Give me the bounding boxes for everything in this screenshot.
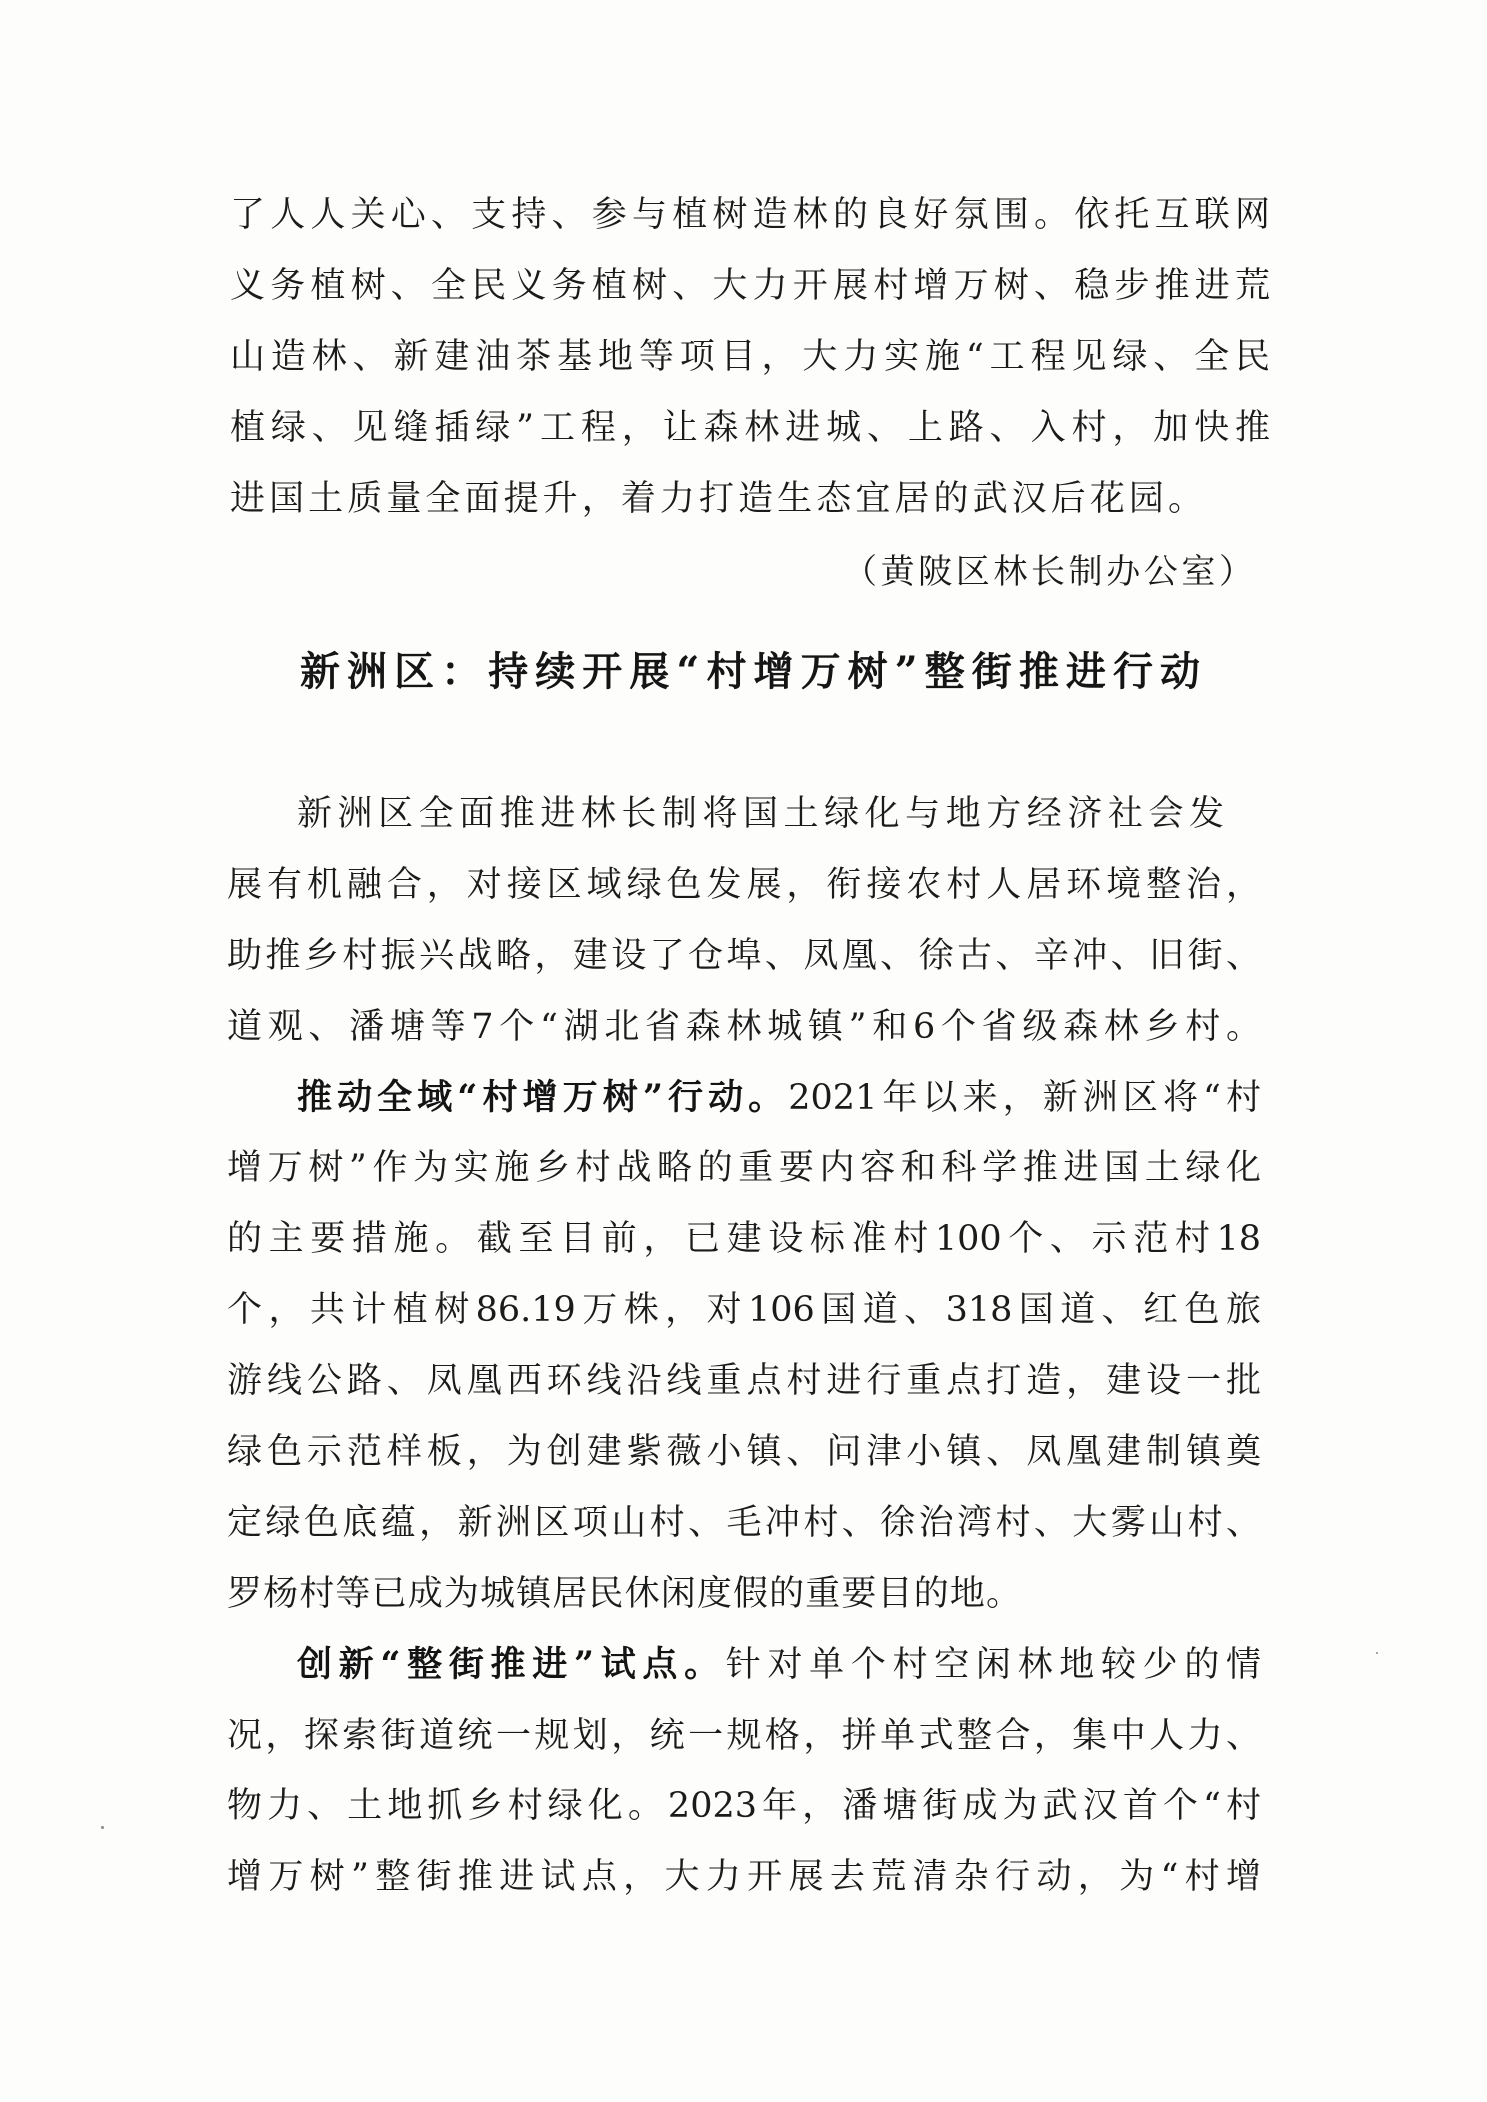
- paragraph-first-line: [297, 1630, 1261, 1701]
- text-line: 增万树”作为实施乡村战略的重要内容和科学推进国土绿化: [227, 1148, 1261, 1189]
- section-title: 新洲区：持续开展“村增万树”整街推进行动: [300, 648, 1200, 695]
- text-line: 物力、土地抓乡村绿化。2023年，潘塘街成为武汉首个“村: [227, 1786, 1261, 1827]
- text-line: 助推乡村振兴战略，建设了仓埠、凤凰、徐古、辛冲、旧街、: [227, 935, 1261, 976]
- text-line: 义务植树、全民义务植树、大力开展村增万树、稳步推进荒: [230, 266, 1270, 306]
- text-line: 况，探索街道统一规划，统一规格，拼单式整合，集中人力、: [227, 1715, 1261, 1756]
- scan-speck: [1376, 1652, 1378, 1654]
- text-line: 植绿、见缝插绿”工程，让森林进城、上路、入村，加快推: [230, 408, 1270, 448]
- text-line: 增万树”整街推进试点，大力开展去荒清杂行动，为“村增: [227, 1857, 1261, 1898]
- text-line: 的主要措施。截至目前，已建设标准村100个、示范村18: [227, 1219, 1261, 1260]
- paragraph-first-line: [297, 1063, 1261, 1134]
- text-line: 个，共计植树86.19万株，对106国道、318国道、红色旅: [227, 1290, 1261, 1331]
- text-line: 定绿色底蕴，新洲区项山村、毛冲村、徐治湾村、大雾山村、: [227, 1502, 1261, 1543]
- paragraph-lead: 创新“整街推进”试点。: [297, 1643, 726, 1685]
- scan-speck: [101, 1826, 104, 1829]
- text-run: 2021年以来，新洲区将“村: [788, 1077, 1261, 1118]
- continued-paragraph: [230, 180, 1270, 535]
- text-line: 进国土质量全面提升，着力打造生态宜居的武汉后花园。: [230, 479, 1203, 519]
- text-line: 山造林、新建油茶基地等项目，大力实施“工程见绿、全民: [230, 337, 1270, 377]
- text-line: 罗杨村等已成为城镇居民休闲度假的重要目的地。: [227, 1573, 1021, 1614]
- text-line: 展有机融合，对接区域绿色发展，衔接农村人居环境整治，: [227, 864, 1261, 905]
- text-run: 针对单个村空闲林地较少的情: [725, 1644, 1261, 1685]
- attribution: （黄陂区林长制办公室）: [843, 552, 1253, 592]
- text-line: 了人人关心、支持、参与植树造林的良好氛围。依托互联网: [230, 195, 1270, 235]
- text-line: 新洲区全面推进林长制将国土绿化与地方经济社会发: [297, 794, 1224, 834]
- paragraph-lead: 推动全域“村增万树”行动。: [297, 1076, 789, 1118]
- section-body: [227, 779, 1261, 1913]
- text-line: 道观、潘塘等7个“湖北省森林城镇”和6个省级森林乡村。: [227, 1006, 1261, 1047]
- text-line: 游线公路、凤凰西环线沿线重点村进行重点打造，建设一批: [227, 1361, 1261, 1402]
- text-line: 绿色示范样板，为创建紫薇小镇、问津小镇、凤凰建制镇奠: [227, 1432, 1261, 1473]
